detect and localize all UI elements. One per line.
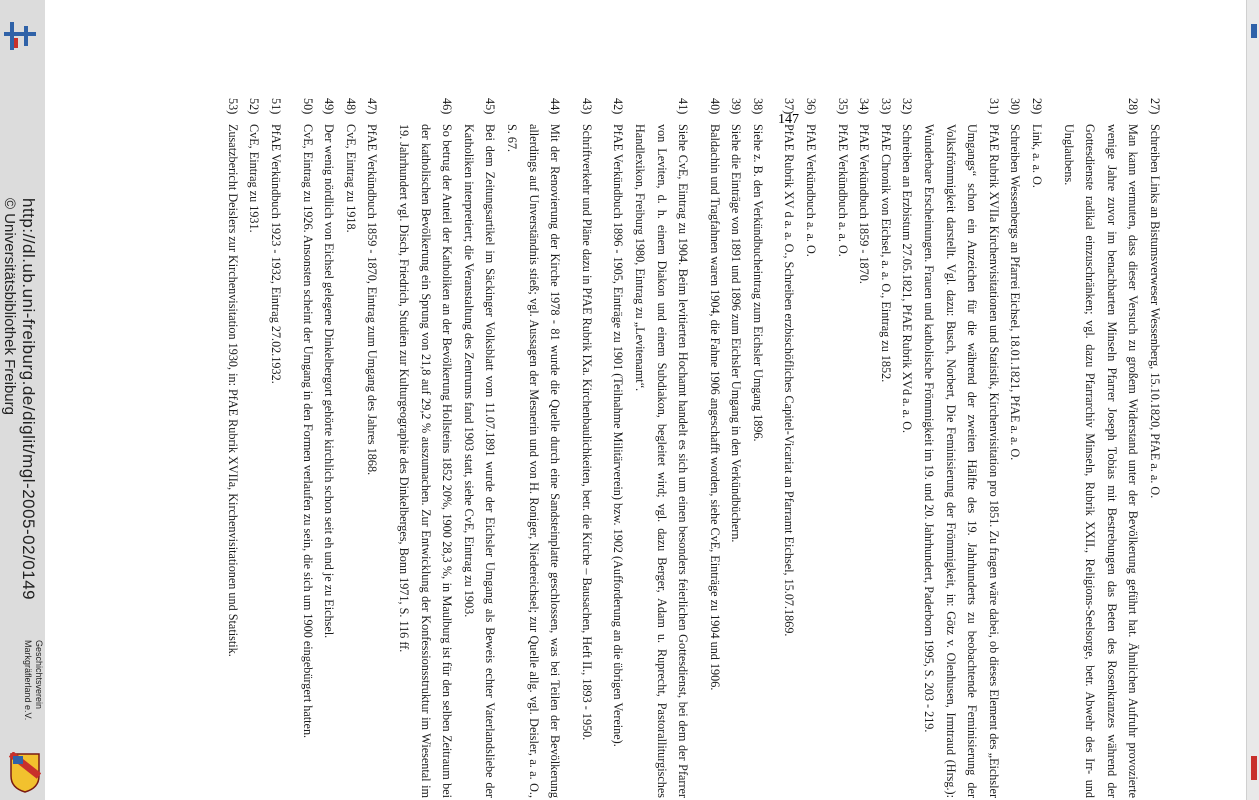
footnote-number: 42) — [611, 98, 626, 115]
footnote-number: 44) — [548, 98, 563, 115]
viewer-sidebar — [0, 0, 45, 800]
note-gap — [821, 98, 831, 798]
footnote-text: Mit der Renovierung der Kirche 1978 - 81 wurde die Quelle durch eine Sandsteinplatte geschlossen, was bei Teilen der Bevölkerung allerdings auf Unverständnis stieß; vgl. Aussagen der Mesnerin und von H. Roniger, Niedereichsel; zur Quelle allg. vgl. Deisler, a. a. O., S. 67. — [504, 124, 563, 798]
footnote-number: 34) — [857, 98, 872, 115]
footnote-text: Schreiben an Erzbistum 27.05.1821, PfAE Rubrik XVd a. a. O. — [900, 124, 915, 434]
footnote — [607, 98, 629, 798]
footnote-number: 51) — [269, 98, 284, 115]
footnote — [318, 98, 340, 798]
footnote-text: CvE, Eintrag zu 1931. — [247, 124, 262, 233]
copyright-notice: © Universitätsbibliothek Freiburg — [1, 198, 18, 415]
note-gap — [1047, 98, 1057, 798]
footnote-text: PfAE Verkündbuch a. a. O. — [804, 124, 819, 257]
footnote-text: Bei dem Zeitungsartikel im Säckinger Volksblatt vom 11.07.1891 wurde der Eichsler Umgang als Beweis echter Vaterlandsliebe der Katholiken interpretiert; die Veranstaltung des Zentrums fand 1903 statt, siehe CvE, Eintrag zu 1903. — [461, 124, 498, 798]
page-number: 147 — [778, 112, 799, 127]
footnote — [800, 98, 822, 798]
society-name-line1: Geschichtsverein — [34, 640, 44, 710]
footnote-text: So betrug der Anteil der Katholiken an der Bevölkerung Hollsteins 1852 20%, 1900 28,3 %, in Maulburg ist für den selben Zeitraum bei der katholischen Bevölkerung ein Sprung von 21,8 auf 29,2 % auszumachen. Zur Entwicklung der Konfessionsstruktur im Wiesental im 19. Jahrhundert vgl. Disch, Friedrich, Studien zur Kulturgeographie des Dinkelberges, Bonn 1971, S. 116 ff. — [397, 124, 455, 798]
footnote-number: 37) — [782, 98, 797, 115]
footnote-text: PfAE Rubrik XVIIa Kirchenvisitationen und Statistik, Kirchenvisitation pro 1851. Zu fragen wäre dabei, ob dieses Element des „Eichsler Umgangs“ schon ein Anzeichen für die während der zweiten Hälfte des 19. Jahrhunderts zu beobachtende Feminisierung der Volksfrömmigkeit darstellt. Vgl. dazu: Busch, Norbert, Die Feminisierung der Frömmigkeit, in: Götz v. Olenhusen, Irmtraud (Hrsg.): Wunderbare Erscheinungen. Frauen und katholische Frömmigkeit im 19. und 20. Jahrhundert, Paderborn 1995, S. 203 - 219. — [922, 124, 1001, 798]
footnote — [874, 98, 896, 798]
society-name-line2: Markgräflerland e.V. — [23, 640, 33, 721]
footnote-text: Schriftverkehr und Pläne dazu in PfAE Rubrik IXa. Kirchenbaulichkeiten, betr. die Kirche – Bausachen, Heft II., 1893 - 1950. — [579, 124, 594, 741]
footnote — [221, 98, 243, 798]
footnote-number: 27) — [1148, 98, 1162, 115]
footnote-number: 38) — [750, 98, 765, 115]
footnote — [1004, 98, 1026, 798]
footnote-number: 43) — [579, 98, 594, 115]
rotated-page — [205, 98, 1165, 798]
footnote-number: 41) — [676, 98, 691, 115]
footnote-text: PfAE Chronik von Eichsel, a. a. O., Eintrag zu 1852. — [878, 124, 893, 383]
footnote — [853, 98, 875, 798]
footnote-text: CvE, Eintrag zu 1926. Ansonsten scheint der Umgang in den Formen verlaufen zu sein, die sich um 1900 eingebürgert hatten. — [300, 124, 315, 739]
footnote-text: PfAE Verkündbuch 1859 - 1870, Eintrag zum Umgang des Jahres 1868. — [365, 124, 380, 476]
footnote-text: Baldachin und Tragfahnen waren 1904, die Fahne 1906 angeschafft worden, siehe CvE, Einträge zu 1904 und 1906. — [707, 124, 722, 691]
footnote-text: PfAE Verkündbuch a. a. O. — [835, 124, 850, 257]
footnote — [746, 98, 768, 798]
footnote-text: Siehe CvE, Eintrag zu 1904. Beim levitierten Hochamt handelt es sich um einen besonders feierlichen Gottesdienst, bei dem der Pfarrer von Leviten, d. h. einem Diakon und einem Subdiakon, begleitet wird; vgl. dazu Berger, Adam u. Ruprecht, Pastoralliturgisches Handlexikon, Freiburg 1980, Eintrag zu „Levitenamt“. — [632, 124, 691, 798]
footnote — [296, 98, 318, 798]
footnote-text: Der wenig nördlich von Eichsel gelegene Dinkelbergort gehörte kirchlich schon seit eh und je zu Eichsel. — [322, 124, 337, 639]
footnote-text: PfAE Verkündbuch 1923 - 1932, Eintrag 27.02.1932. — [269, 124, 284, 384]
footnote-number: 39) — [729, 98, 744, 115]
strip-marker-top — [1251, 24, 1257, 38]
footnote-number: 33) — [878, 98, 893, 115]
footnote — [628, 98, 693, 798]
footnote-text: Link, a. a. O. — [1030, 124, 1045, 188]
footnote-number: 32) — [900, 98, 915, 115]
footnote-number: 30) — [1008, 98, 1023, 115]
footnote-number: 50) — [300, 98, 315, 115]
footnote-number: 31) — [986, 98, 1001, 115]
footnote — [500, 98, 565, 798]
note-gap — [382, 98, 392, 798]
footnote — [896, 98, 918, 798]
footnote-number: 40) — [707, 98, 722, 115]
footnote-number: 29) — [1030, 98, 1045, 115]
footnote-text: Schreiben Links an Bistumsverweser Wessenberg, 15.10.1820, PfAE a. a. O. — [1148, 124, 1162, 499]
footnote-number: 53) — [225, 98, 240, 115]
footnote — [575, 98, 597, 798]
footnote-text: PfAE Verkündbuch 1859 - 1870. — [857, 124, 872, 284]
footnote-number: 46) — [440, 98, 455, 115]
footnote — [339, 98, 361, 798]
footnote-text: PfAE Verkündbuch 1896 - 1905, Einträge zu 1901 (Teilnahme Militärverein) bzw. 1902 (Aufforderung an die übrigen Vereine). — [611, 124, 626, 747]
footnote-text: Siehe z. B. den Verkündbucheintrag zum Eichsler Umgang 1896. — [750, 124, 765, 442]
footnote — [243, 98, 265, 798]
note-gap — [565, 98, 575, 798]
society-brand — [4, 640, 44, 800]
footnote — [917, 98, 1003, 798]
footnote-number: 36) — [804, 98, 819, 115]
footnote — [457, 98, 500, 798]
footnote-number: 47) — [365, 98, 380, 115]
document-viewport — [200, 0, 1250, 800]
footnote — [831, 98, 853, 798]
footnotes-list — [221, 98, 1165, 798]
footnote — [778, 98, 800, 798]
footnote-text: Siehe die Einträge von 1891 und 1896 zum Eichsler Umgang in den Verkündbüchern. — [729, 124, 744, 543]
footnote — [392, 98, 457, 798]
note-gap — [597, 98, 607, 798]
footnote-number: 35) — [835, 98, 850, 115]
footnote — [1143, 98, 1165, 798]
footnote-text: Schreiben Wessenbergs an Pfarrei Eichsel, 18.01.1821, PfAE a. a. O. — [1008, 124, 1023, 461]
footnote — [1057, 98, 1143, 798]
footnote-text: PfAE Rubrik XV d a. a. O., Schreiben erzbischöfliches Capitel-Vicariat an Pfarramt Eichsel, 15.07.1869. — [782, 124, 797, 637]
footnote-number: 28) — [1126, 98, 1141, 115]
footnote — [725, 98, 747, 798]
footnote-text: CvE, Eintrag zu 1918. — [343, 124, 358, 233]
note-gap — [768, 98, 778, 798]
footnote-number: 48) — [343, 98, 358, 115]
note-gap — [693, 98, 703, 798]
footnote-number: 52) — [247, 98, 262, 115]
strip-marker-bottom — [1251, 756, 1257, 780]
footnote — [703, 98, 725, 798]
footnote-text: Man kann vermuten, dass dieser Versuch zu großem Widerstand unter der Bevölkerung geführt hat. Ähnlichen Aufruhr provozierte wenige Jahre zuvor im benachbarten Minseln Pfarrer Joseph Tobias mit Bestrebungen das Beten des Rosenkranzes während der Gottesdienste radikal einzuschränken; vgl. dazu Pfarrarchiv Minseln, Rubrik XXII., Religions-Seelsorge, betr. Abwehr des Irr- und Unglaubens. — [1061, 124, 1141, 798]
footnote — [1025, 98, 1047, 798]
footnote-text: Zusatzbericht Deislers zur Kirchenvisitation 1930, in: PfAE Rubrik XVIIa, Kirchenvisitationen und Statistik. — [225, 124, 240, 657]
note-gap — [286, 98, 296, 798]
coat-of-arms-icon — [9, 752, 41, 794]
footnote — [264, 98, 286, 798]
source-url[interactable]: http://dl.ub.uni-freiburg.de/diglit/mgl-2005-02/0149 — [19, 198, 38, 601]
footnote-number: 49) — [322, 98, 337, 115]
footnote-number: 45) — [483, 98, 498, 115]
footnote — [361, 98, 383, 798]
